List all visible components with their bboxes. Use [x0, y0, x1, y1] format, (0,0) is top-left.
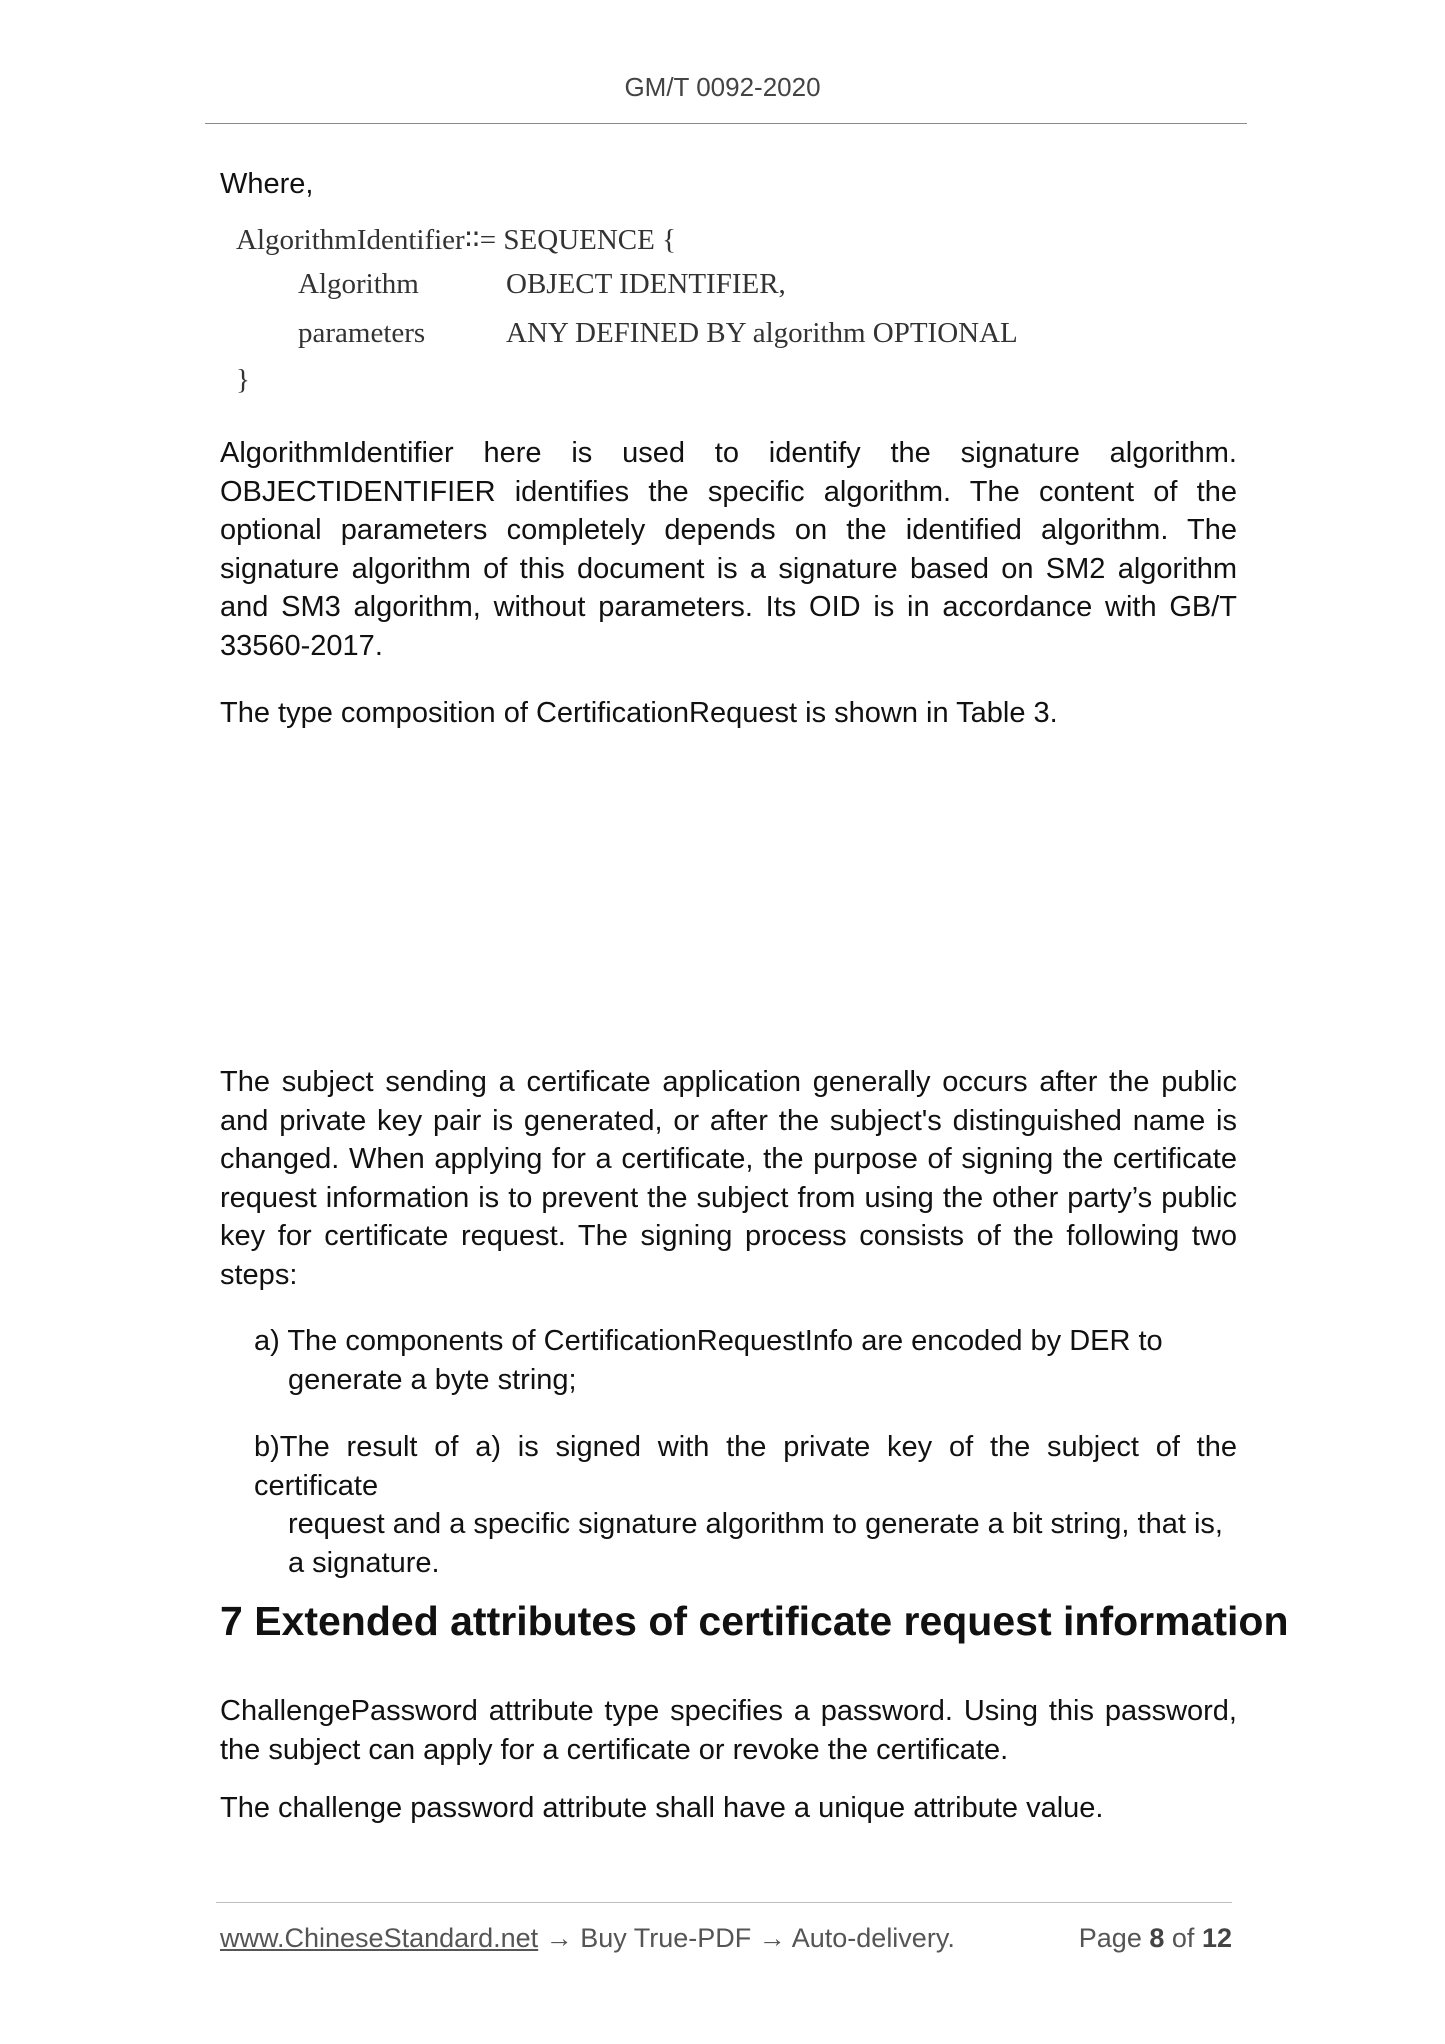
asn1-field-algorithm-type: OBJECT IDENTIFIER,	[506, 268, 786, 300]
asn1-sequence-line: AlgorithmIdentifier∶∶= SEQUENCE {	[236, 224, 677, 256]
header-title: GM/T 0092-2020	[624, 72, 821, 102]
list-marker: b)	[254, 1431, 280, 1463]
list-item-step-b	[254, 1428, 1237, 1582]
footer-promo-text: → Buy True-PDF → Auto-delivery.	[538, 1923, 955, 1953]
website-link[interactable]: www.ChineseStandard.net	[220, 1923, 539, 1953]
list-marker: a)	[254, 1325, 280, 1357]
list-item-text-continued: request and a specific signature algorithm to generate a bit string, that is, a signature.	[288, 1508, 1223, 1579]
page-current: 8	[1149, 1923, 1165, 1953]
asn1-field-algorithm-name: Algorithm	[298, 268, 419, 300]
list-item-text: The components of CertificationRequestInfo are encoded by DER to	[287, 1325, 1163, 1357]
paragraph-unique-attribute: The challenge password attribute shall have a unique attribute value.	[220, 1792, 1104, 1824]
page-total: 12	[1201, 1923, 1232, 1953]
page-of-label: of	[1171, 1923, 1195, 1953]
list-item-text: The result of a) is signed with the private key of the subject of the certificate	[254, 1431, 1237, 1502]
page-number	[1079, 1923, 1232, 1954]
page-footer	[220, 1923, 1232, 1954]
page-label: Page	[1078, 1923, 1142, 1953]
paragraph-signing-process: The subject sending a certificate application generally occurs after the public and private key pair is generated, or after the subject's distinguished name is changed. When applying for a certificate, the purpose of signing the certificate request information is to prevent the subject from using the other party’s public key for certificate request. The signing process consists of the following two steps:	[220, 1066, 1237, 1291]
paragraph-algorithm-identifier: AlgorithmIdentifier here is used to identify the signature algorithm. OBJECTIDENTIFIER identifies the specific algorithm. The content of the optional parameters completely depends on the identified algorithm. The signature algorithm of this document is a signature based on SM2 algorithm and SM3 algorithm, without parameters. Its OID is in accordance with GB/T 33560-2017.	[220, 437, 1237, 662]
header-divider	[205, 123, 1247, 124]
asn1-field-parameters-name: parameters	[298, 317, 426, 349]
asn1-field-parameters-type: ANY DEFINED BY algorithm OPTIONAL	[506, 317, 1018, 349]
paragraph-challenge-password: ChallengePassword attribute type specifies a password. Using this password, the subject can apply for a certificate or revoke the certificate.	[220, 1695, 1237, 1766]
footer-divider	[216, 1902, 1232, 1903]
section-heading: 7 Extended attributes of certificate request information	[220, 1598, 1289, 1644]
asn1-closing-brace: }	[236, 364, 250, 396]
list-item-text-continued: generate a byte string;	[288, 1363, 577, 1396]
paragraph-table-reference: The type composition of CertificationRequest is shown in Table 3.	[220, 697, 1058, 729]
where-label: Where,	[220, 168, 314, 200]
list-item-step-a	[254, 1322, 1237, 1399]
